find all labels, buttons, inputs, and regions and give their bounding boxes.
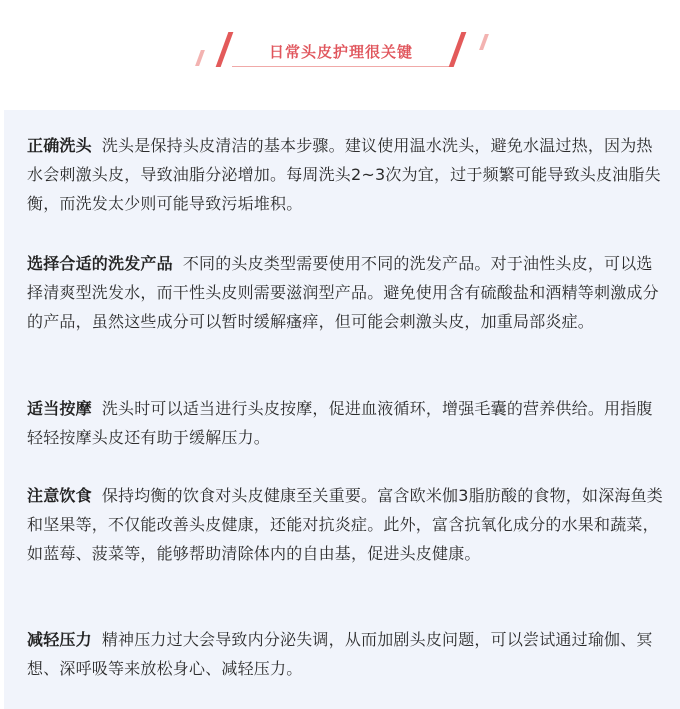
tip-paragraph-products — [27, 249, 667, 336]
content-panel — [4, 110, 680, 709]
tip-heading: 注意饮食 — [27, 486, 92, 505]
title-underline — [232, 66, 450, 67]
tip-heading: 减轻压力 — [27, 630, 92, 649]
tip-body: 不同的头皮类型需要使用不同的洗发产品。对于油性头皮，可以选择清爽型洗发水，而干性头皮则需要滋润型产品。避免使用含有硫酸盐和酒精等刺激成分的产品，虽然这些成分可以暂时缓解瘙痒，但可能会刺激头皮，加重局部炎症。 — [27, 254, 659, 331]
tip-body: 洗头是保持头皮清洁的基本步骤。建议使用温水洗头，避免水温过热，因为热水会刺激头皮，导致油脂分泌增加。每周洗头2~3次为宜，过于频繁可能导致头皮油脂失衡，而洗发太少则可能导致污垢堆积。 — [27, 136, 661, 213]
page-title: 日常头皮护理很关键 — [268, 42, 413, 61]
decorative-slash — [195, 50, 205, 66]
tip-body: 精神压力过大会导致内分泌失调，从而加剧头皮问题，可以尝试通过瑜伽、冥想、深呼吸等来放松身心、减轻压力。 — [27, 630, 653, 678]
tip-paragraph-massage — [27, 394, 667, 452]
tip-body: 保持均衡的饮食对头皮健康至关重要。富含欧米伽3脂肪酸的食物，如深海鱼类和坚果等，不仅能改善头皮健康，还能对抗炎症。此外，富含抗氧化成分的水果和蔬菜，如蓝莓、菠菜等，能够帮助清除体内的自由基，促进头皮健康。 — [27, 486, 663, 563]
section-header — [0, 0, 680, 110]
tip-heading: 正确洗头 — [27, 136, 92, 155]
decorative-slash — [479, 34, 489, 50]
tip-heading: 适当按摩 — [27, 399, 92, 418]
tip-heading: 选择合适的洗发产品 — [27, 254, 173, 273]
tip-paragraph-stress — [27, 625, 667, 683]
title-wrap — [230, 36, 452, 66]
tip-paragraph-diet — [27, 481, 667, 568]
tip-paragraph-washing — [27, 131, 667, 218]
tip-body: 洗头时可以适当进行头皮按摩，促进血液循环，增强毛囊的营养供给。用指腹轻轻按摩头皮还有助于缓解压力。 — [27, 399, 653, 447]
